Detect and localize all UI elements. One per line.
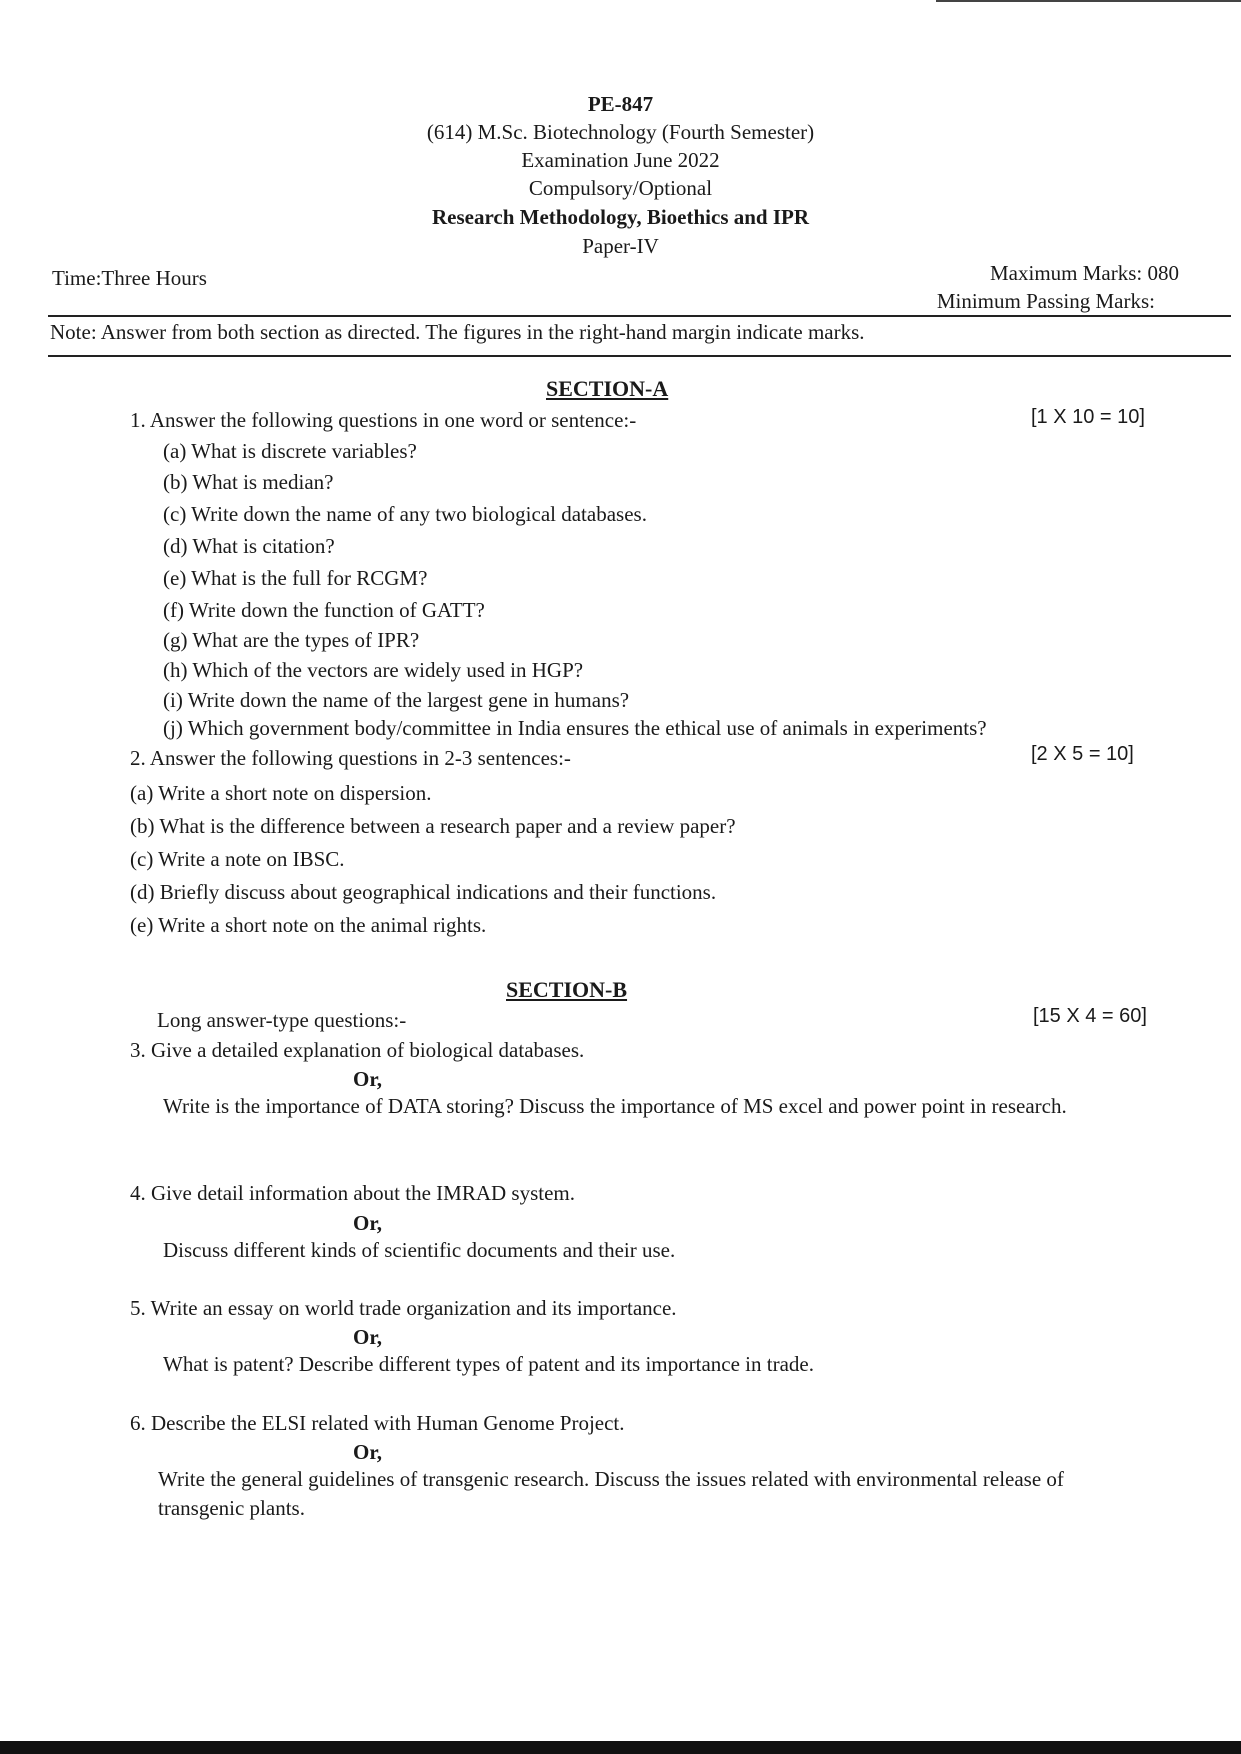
q2-item-e: (e) Write a short note on the animal rights. — [130, 913, 487, 937]
q1-item-g: (g) What are the types of IPR? — [163, 628, 420, 652]
course-title: (614) M.Sc. Biotechnology (Fourth Semester) — [426, 120, 815, 144]
q2-item-b: (b) What is the difference between a research paper and a review paper? — [130, 814, 736, 838]
q1-item-h: (h) Which of the vectors are widely used in HGP? — [163, 658, 584, 682]
question-3-alternative: Write is the importance of DATA storing? Discuss the importance of MS excel and power point in research. — [163, 1094, 1067, 1118]
maximum-marks: Maximum Marks: 080 — [990, 261, 1179, 285]
q1-item-d: (d) What is citation? — [163, 534, 335, 558]
q2-item-c: (c) Write a note on IBSC. — [130, 847, 345, 871]
q2-item-d: (d) Briefly discuss about geographical indications and their functions. — [130, 880, 717, 904]
question-5: 5. Write an essay on world trade organization and its importance. — [130, 1296, 677, 1320]
question-4-alternative: Discuss different kinds of scientific documents and their use. — [163, 1238, 676, 1262]
q1-item-a: (a) What is discrete variables? — [163, 439, 417, 463]
question-2: 2. Answer the following questions in 2-3 sentences:- — [130, 746, 571, 770]
q1-item-f: (f) Write down the function of GATT? — [163, 598, 485, 622]
question-2-marks: [2 X 5 = 10] — [1031, 743, 1134, 765]
or-label: Or, — [353, 1067, 382, 1091]
or-label: Or, — [353, 1211, 382, 1235]
scan-bottom-border — [0, 1741, 1241, 1754]
paper-code: PE-847 — [587, 92, 654, 116]
question-6: 6. Describe the ELSI related with Human Genome Project. — [130, 1411, 625, 1435]
or-label: Or, — [353, 1325, 382, 1349]
q1-item-c: (c) Write down the name of any two biological databases. — [163, 502, 647, 526]
header-rule-top — [48, 315, 1231, 317]
header-rule-bottom — [48, 355, 1231, 357]
paper-type: Compulsory/Optional — [528, 176, 713, 200]
section-b-title: SECTION-B — [506, 977, 628, 1002]
question-3: 3. Give a detailed explanation of biological databases. — [130, 1038, 585, 1062]
instructions-note: Note: Answer from both section as directed. The figures in the right-hand margin indicate marks. — [50, 320, 865, 344]
q1-item-i: (i) Write down the name of the largest gene in humans? — [163, 688, 630, 712]
time-allowed: Time:Three Hours — [52, 266, 207, 290]
question-6-alternative: Write the general guidelines of transgenic research. Discuss the issues related with environmental release of transgenic plants. — [158, 1467, 1064, 1520]
subject-title: Research Methodology, Bioethics and IPR — [431, 205, 810, 229]
exam-session: Examination June 2022 — [521, 148, 720, 172]
q2-item-a: (a) Write a short note on dispersion. — [130, 781, 432, 805]
question-1: 1. Answer the following questions in one word or sentence:- — [130, 408, 637, 432]
question-5-alternative: What is patent? Describe different types of patent and its importance in trade. — [163, 1352, 814, 1376]
minimum-passing-marks: Minimum Passing Marks: — [936, 289, 1155, 313]
or-label: Or, — [353, 1440, 382, 1464]
paper-number: Paper-IV — [582, 234, 659, 258]
section-a-title: SECTION-A — [546, 376, 669, 401]
section-b-marks: [15 X 4 = 60] — [1033, 1005, 1147, 1027]
question-4: 4. Give detail information about the IMRAD system. — [130, 1181, 576, 1205]
section-b-intro: Long answer-type questions:- — [157, 1008, 407, 1032]
scan-edge-mark — [936, 0, 1241, 2]
question-1-marks: [1 X 10 = 10] — [1031, 406, 1145, 428]
q1-item-j: (j) Which government body/committee in India ensures the ethical use of animals in experiments? — [163, 716, 987, 740]
q1-item-e: (e) What is the full for RCGM? — [163, 566, 428, 590]
q1-item-b: (b) What is median? — [163, 470, 334, 494]
